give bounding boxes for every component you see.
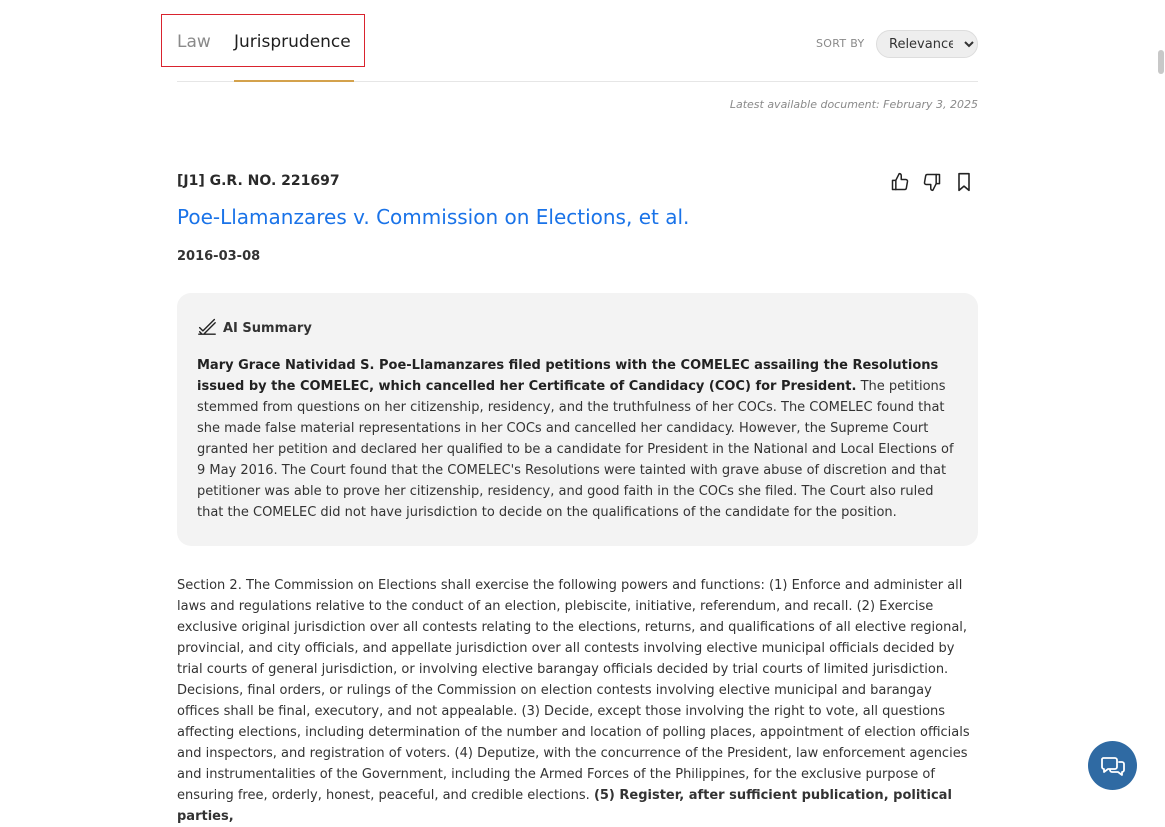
bookmark-icon[interactable]: [954, 172, 974, 192]
case-excerpt: [177, 575, 978, 827]
latest-document-note: Latest available document: February 3, 2025: [729, 98, 978, 111]
case-number: [J1] G.R. NO. 221697: [177, 173, 340, 189]
tab-law[interactable]: Law: [177, 32, 211, 52]
tab-jurisprudence[interactable]: Jurisprudence: [234, 32, 351, 52]
case-excerpt-text: Section 2. The Commission on Elections shall exercise the following powers and functions: (1) Enforce and administer all laws and regulations relative to the conduct of an election, plebiscite, initiative, referendum, and recall. (2) Exercise exclusive original jurisdiction over all contests relating to the elections, returns, and qualifications of all elective regional, provincial, and city officials, and appellate jurisdiction over all contests involving elective municipal officials decided by trial courts of general jurisdiction, or involving elective barangay officials decided by trial courts of limited jurisdiction. Decisions, final orders, or rulings of the Commission on election contests involving elective municipal and barangay offices shall be final, executory, and not appealable. (3) Decide, except those involving the right to vote, all questions affecting elections, including determination of the number and location of polling places, appointment of election officials and inspectors, and registration of voters. (4) Deputize, with the concurrence of the President, law enforcement agencies and instrumentalities of the Government, including the Armed Forces of the Philippines, for the exclusive purpose of ensuring free, orderly, honest, peaceful, and credible elections.: [177, 578, 970, 803]
ai-summary-label: AI Summary: [223, 320, 312, 336]
sort-by-label: SORT BY: [816, 37, 865, 50]
thumbs-up-icon[interactable]: [890, 172, 910, 192]
thumbs-down-icon[interactable]: [922, 172, 942, 192]
case-actions: [890, 172, 974, 192]
case-title-link[interactable]: Poe-Llamanzares v. Commission on Elections, et al.: [177, 205, 690, 229]
sort-select[interactable]: [876, 30, 978, 58]
ai-summary-header: [197, 317, 958, 339]
chat-button[interactable]: [1088, 741, 1137, 790]
active-tab-indicator: [234, 80, 354, 82]
case-date: 2016-03-08: [177, 249, 261, 264]
chat-icon: [1099, 754, 1127, 778]
case-excerpt-bold: (5) Register, after sufficient publication, political parties,: [177, 788, 952, 824]
ai-summary-icon: [197, 317, 217, 339]
ai-summary-lead: Mary Grace Natividad S. Poe-Llamanzares filed petitions with the COMELEC assailing the Resolutions issued by the COMELEC, which cancelled her Certificate of Candidacy (COC) for President.: [197, 358, 939, 394]
ai-summary-body: The petitions stemmed from questions on her citizenship, residency, and the truthfulness of her COCs. The COMELEC found that she made false material representations in her COCs and cancelled her candidacy. However, the Supreme Court granted her petition and declared her qualified to be a candidate for President in the National and Local Elections of 9 May 2016. The Court found that the COMELEC's Resolutions were tainted with grave abuse of discretion and that petitioner was able to prove her citizenship, residency, and good faith in the COCs she filed. The Court also ruled that the COMELEC did not have jurisdiction to decide on the qualifications of the candidate for the position.: [197, 379, 954, 520]
ai-summary-text: [197, 355, 958, 523]
ai-summary-card: [177, 293, 978, 546]
tabs-highlight-box: [161, 14, 365, 67]
scrollbar-thumb[interactable]: [1158, 50, 1164, 74]
